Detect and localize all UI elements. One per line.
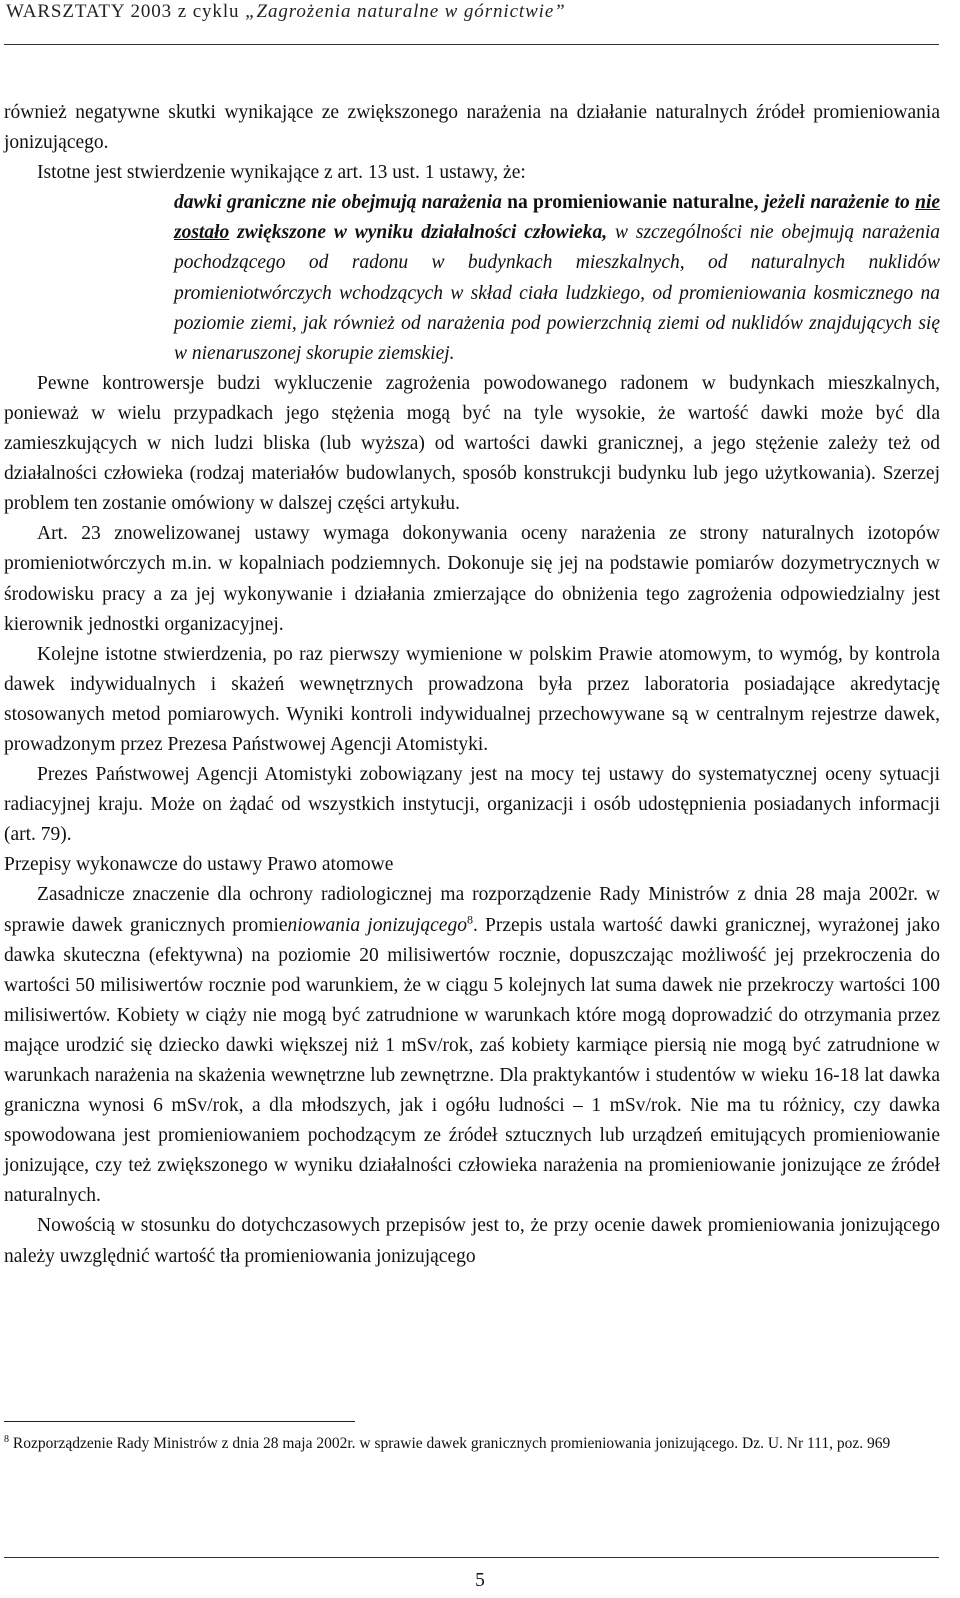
footnote <box>4 1432 940 1455</box>
quote-part-e: zwiększone w wyniku działalności człowieka, <box>229 222 608 244</box>
paragraph-5: Kolejne istotne stwierdzenia, po raz pierwszy wymienione w polskim Prawie atomowym, to wymóg, by kontrola dawek indywidualnych i skażeń wewnętrznych prowadzona była przez laboratoria posiadające akredytację stosowanych metod pomiarowych. Wyniki kontroli indywidualnej przechowywane są w centralnym rejestrze dawek, prowadzonym przez Prezesa Państwowej Agencji Atomistyki. <box>4 643 940 755</box>
section-heading: Przepisy wykonawcze do ustawy Prawo atomowe <box>4 854 394 876</box>
quote-part-d: nie zostało <box>174 192 941 244</box>
paragraph-8-rest: . Przepis ustala wartość dawki granicznej, wyrażonej jako dawka skuteczna (efektywna) na poziomie 20 milisiwertów rocznie, dopuszczając możliwość jej przekroczenia do wartości 50 milisiwertów rocznie pod warunkiem, że w ciągu 5 kolejnych lat suma dawek nie przekroczy wartości 100 milisiwertów. Kobiety w ciąży nie mogą być zatrudnione w warunkach które mogą doprowadzić do otrzymania przez mające urodzić się dziecko dawki większej niż 1 mSv/rok, zaś kobiety karmiące piersią nie mogą być zatrudnione w warunkach narażenia na skażenia wewnętrzne lub zewnętrzne. Dla praktykantów i studentów w wieku 16-18 lat dawka graniczna wynosi 6 mSv/rok, a dla młodszych, jak i ogółu ludności – 1 mSv/rok. Nie ma tu różnicy, czy dawka spowodowana jest promieniowaniem pochodzącym ze źródeł sztucznych lub urządzeń emitujących promieniowanie jonizujące, czy też zwiększonego w wyniku działalności człowieka narażenia na promieniowanie jonizujące ze źródeł naturalnych. <box>4 914 940 1207</box>
quote-part-f: w szczególności nie obejmują narażenia pochodzącego od radonu w budynkach mieszkalnych, od naturalnych nuklidów promieniotwórczych wchodzących w skład ciała ludzkiego, od promieniowania kosmicznego na poziomie ziemi, jak również od narażenia pod powierzchnią ziemi od nuklidów znajdujących się w nienaruszonej skorupie ziemskiej. <box>174 222 940 364</box>
paragraph-2: Istotne jest stwierdzenie wynikające z art. 13 ust. 1 ustawy, że: <box>37 162 526 184</box>
footnote-rule <box>4 1421 355 1422</box>
header-series-title: „Zagrożenia naturalne w górnictwie” <box>245 1 566 22</box>
paragraph-1: również negatywne skutki wynikające ze zwiększonego narażenia na działanie naturalnych źródeł promieniowania jonizującego. <box>4 102 940 154</box>
main-text <box>4 98 940 1272</box>
paragraph-8-start: Zasadnicze znaczenie dla ochrony radiologicznej ma rozporządzenie Rady Ministrów z dnia 28 maja 2002r. w sprawie dawek granicznych promie <box>4 884 940 936</box>
paragraph-8 <box>4 880 940 1211</box>
footer-rule <box>4 1557 939 1558</box>
law-quote <box>174 188 940 369</box>
paragraph-6: Prezes Państwowej Agencji Atomistyki zobowiązany jest na mocy tej ustawy do systematycznej oceny sytuacji radiacyjnej kraju. Może on żądać od wszystkich instytucji, organizacji i osób udostępnienia posiadanych informacji (art. 79). <box>4 764 940 846</box>
quote-part-a: dawki graniczne nie obejmują narażenia <box>174 192 502 214</box>
paragraph-8-italic: niowania jonizującego <box>287 914 467 936</box>
footnote-mark: 8 <box>4 1433 9 1445</box>
quote-part-b: na promieniowanie naturalne, <box>501 192 764 214</box>
header-rule <box>4 44 939 45</box>
page-number: 5 <box>475 1570 485 1591</box>
header-prefix: WARSZTATY 2003 z cyklu <box>6 1 246 22</box>
quote-part-c: jeżeli narażenie to <box>763 192 916 214</box>
footnote-text: Rozporządzenie Rady Ministrów z dnia 28 maja 2002r. w sprawie dawek granicznych promieniowania jonizującego. Dz. U. Nr 111, poz. 969 <box>9 1435 891 1452</box>
footnote-reference: 8 <box>466 912 473 927</box>
paragraph-3: Pewne kontrowersje budzi wykluczenie zagrożenia powodowanego radonem w budynkach mieszkalnych, ponieważ w wielu przypadkach jego stężenia mogą być na tyle wysokie, że wartość dawki może być dla zamieszkujących w nich ludzi bliska (lub wyższa) od wartości dawki granicznej, a jego stężenie zależy też od działalności człowieka (rodzaj materiałów budowlanych, sposób konstrukcji budynku lub jego użytkowania). Szerzej problem ten zostanie omówiony w dalszej części artykułu. <box>4 372 940 515</box>
paragraph-4: Art. 23 znowelizowanej ustawy wymaga dokonywania oceny narażenia ze strony naturalnych izotopów promieniotwórczych m.in. w kopalniach podziemnych. Dokonuje się jej na podstawie pomiarów dozymetrycznych w środowisku pracy a za jej wykonywanie i działania zmierzające do obniżenia tego zagrożenia odpowiedzialny jest kierownik jednostki organizacyjnej. <box>4 523 940 635</box>
running-header <box>6 1 566 23</box>
paragraph-9: Nowością w stosunku do dotychczasowych przepisów jest to, że przy ocenie dawek promieniowania jonizującego należy uwzględnić wartość tła promieniowania jonizującego <box>4 1215 940 1267</box>
